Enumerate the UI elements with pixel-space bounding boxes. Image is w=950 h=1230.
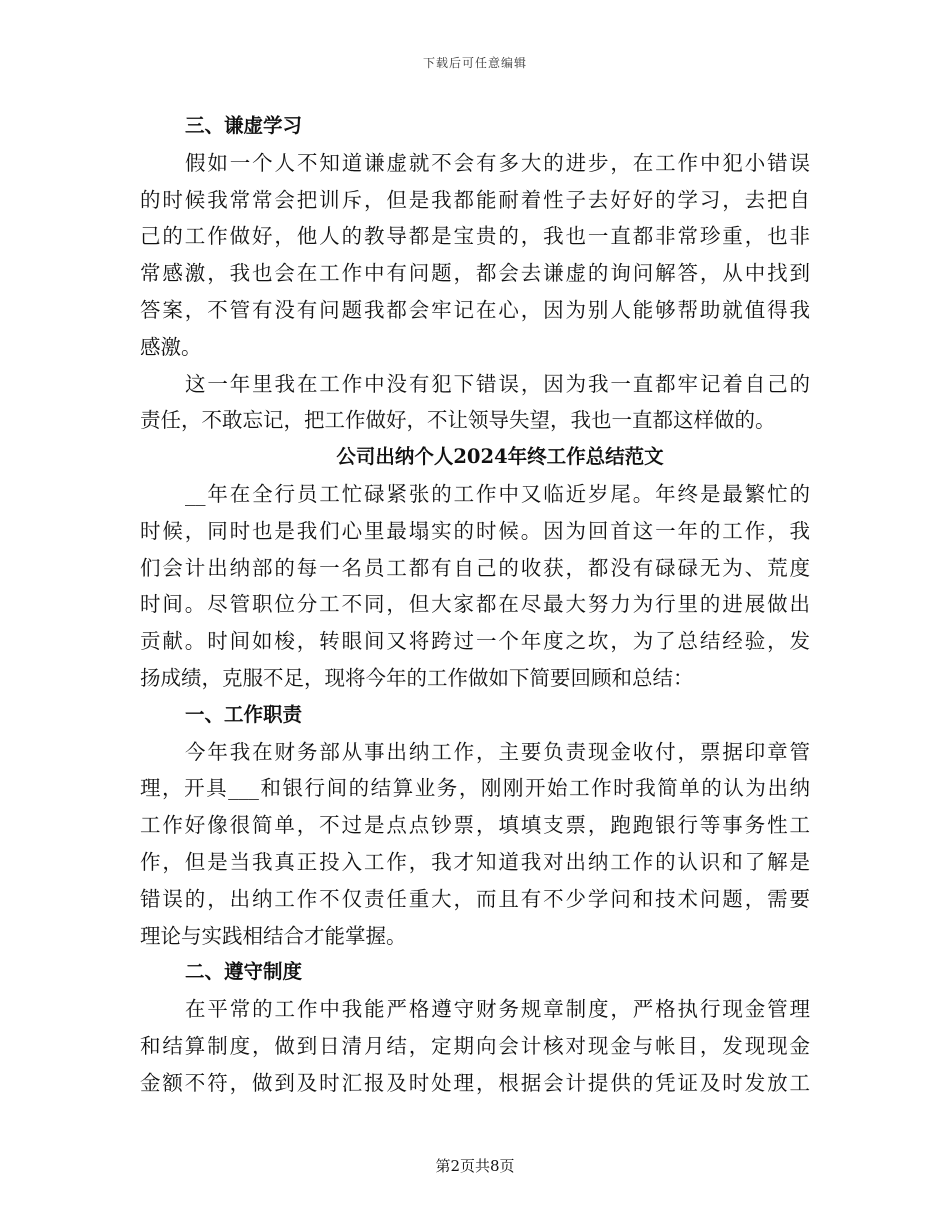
paragraph-line: 在平常的工作中我能严格遵守财务规章制度，严格执行现金管理	[185, 997, 810, 1022]
paragraph-line: 贡献。时间如梭，转眼间又将跨过一个年度之坎，为了总结经验，发	[140, 629, 810, 654]
paragraph-line: 作，但是当我真正投入工作，我才知道我对出纳工作的认识和了解是	[140, 849, 810, 874]
paragraph-line: 和结算制度，做到日清月结，定期向会计核对现金与帐目，发现现金	[140, 1033, 810, 1058]
header-note: 下载后可任意编辑	[422, 56, 527, 70]
paragraph-line: 这一年里我在工作中没有犯下错误，因为我一直都牢记着自己的	[185, 371, 810, 396]
document-body	[140, 108, 810, 1102]
paragraph-line: 们会计出纳部的每一名员工都有自己的收获，都没有碌碌无为、荒度	[140, 555, 810, 580]
section-heading-modest-learning: 三、谦虚学习	[185, 114, 303, 137]
paragraph-line: 理，开具___和银行间的结算业务，刚刚开始工作时我简单的认为出纳	[140, 776, 810, 801]
paragraph-line: 的时候我常常会把训斥，但是我都能耐着性子去好好的学习，去把自	[140, 187, 810, 212]
paragraph-line: 错误的，出纳工作不仅责任重大，而且有不少学问和技术问题，需要	[140, 886, 810, 911]
document-title: 公司出纳个人2024年终工作总结范文	[336, 445, 664, 469]
paragraph-line: 工作好像很简单，不过是点点钞票，填填支票，跑跑银行等事务性工	[140, 813, 810, 838]
paragraph-line: 时候，同时也是我们心里最塌实的时候。因为回首这一年的工作，我	[140, 518, 810, 543]
paragraph-line: 常感激，我也会在工作中有问题，都会去谦虚的询问解答，从中找到	[140, 261, 810, 286]
paragraph-line: 感激。	[140, 334, 202, 359]
paragraph-line: 扬成绩，克服不足，现将今年的工作做如下简要回顾和总结：	[140, 665, 694, 690]
section-heading-job-duties: 一、工作职责	[185, 702, 303, 726]
paragraph-line: 时间。尽管职位分工不同，但大家都在尽最大努力为行里的进展做出	[140, 592, 810, 617]
paragraph-line: __年在全行员工忙碌紧张的工作中又临近岁尾。年终是最繁忙的	[185, 481, 810, 506]
paragraph-line: 今年我在财务部从事出纳工作，主要负责现金收付，票据印章管	[185, 739, 810, 764]
section-heading-follow-rules: 二、遵守制度	[185, 960, 303, 984]
paragraph-line: 金额不符，做到及时汇报及时处理，根据会计提供的凭证及时发放工	[140, 1070, 810, 1095]
paragraph-line: 答案，不管有没有问题我都会牢记在心，因为别人能够帮助就值得我	[140, 297, 810, 322]
paragraph-line: 己的工作做好，他人的教导都是宝贵的，我也一直都非常珍重，也非	[140, 224, 810, 249]
paragraph-line: 假如一个人不知道谦虚就不会有多大的进步，在工作中犯小错误	[185, 150, 810, 175]
page-number: 第2页共8页	[435, 1157, 515, 1175]
paragraph-line: 理论与实践相结合才能掌握。	[140, 923, 407, 948]
paragraph-line: 责任，不敢忘记，把工作做好，不让领导失望，我也一直都这样做的。	[140, 408, 776, 433]
